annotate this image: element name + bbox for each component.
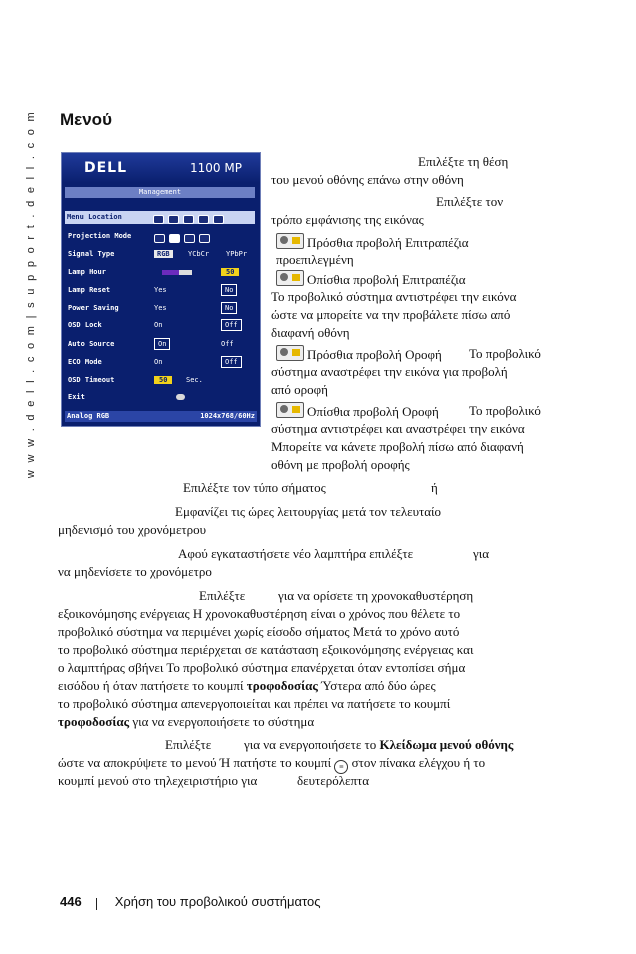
power-saving-desc-8: τροφοδοσίας για να ενεργοποιήσετε το σύστημα [58, 714, 315, 729]
front-desktop-icon [276, 233, 304, 249]
power-saving-desc-5: ο λαμπτήρας σβήνει Το προβολικό σύστημα επανέρχεται όταν εντοπίσει σήμα [58, 660, 466, 675]
osd-row-projection-mode: Projection Mode [66, 230, 256, 243]
power-saving-desc-1a: Επιλέξτε [199, 588, 246, 603]
chapter-title: Χρήση του προβολικού συστήματος [114, 894, 321, 909]
page-footer [60, 894, 320, 910]
power-saving-desc-7: το προβολικό σύστημα απενεργοποιείται και πρέπει να πατήσετε το κουμπί [58, 696, 451, 711]
rear-ceiling-icon [276, 402, 304, 418]
page-number: 446 [60, 894, 82, 909]
signal-type-or: ή [431, 480, 438, 495]
osd-lock-desc-3b: δευτερόλεπτα [297, 773, 370, 788]
lamp-hour-desc-1: Εμφανίζει τις ώρες λειτουργίας μετά τον τελευταίο [175, 504, 442, 519]
front-ceiling-desc-1: σύστημα αναστρέφει την εικόνα για προβολή [271, 364, 508, 379]
osd-lock-desc-2: ώστε να αποκρύψετε το μενού Ή πατήστε το κουμπί ≡ στον πίνακα ελέγχου ή το [58, 754, 485, 774]
front-ceiling-desc-0: Το προβολικό [469, 346, 541, 361]
osd-section-title: Management [65, 187, 255, 198]
page-heading: Μενού [60, 110, 112, 129]
front-desktop-line: Πρόσθια προβολή Επιτραπέζια [276, 233, 469, 252]
front-desktop-default: προεπιλεγμένη [276, 252, 354, 267]
osd-lock-desc-1a: Επιλέξτε [165, 737, 212, 752]
osd-row-osd-lock: OSD Lock On Off [66, 319, 256, 332]
lamp-hour-desc-2: μηδενισμό του χρονόμετρου [58, 522, 207, 537]
menu-location-desc-1: Επιλέξτε τη θέση [418, 154, 509, 169]
power-saving-desc-4: το προβολικό σύστημα περιέρχεται σε κατάσταση εξοικονόμησης ενέργειας και [58, 642, 474, 657]
menu-location-desc-2: του μενού οθόνης επάνω στην οθόνη [271, 172, 464, 187]
osd-row-signal-type: Signal Type RGB YCbCr YPbPr [68, 250, 248, 258]
dell-logo: DELL [84, 160, 128, 176]
footer-divider [96, 898, 97, 910]
menu-location-icons [153, 213, 228, 226]
rear-desktop-icon [276, 270, 304, 286]
signal-type-desc: Επιλέξτε τον τύπο σήματος [183, 480, 326, 495]
front-ceiling-icon [276, 345, 304, 361]
osd-row-lamp-hour: Lamp Hour 50 [66, 266, 256, 279]
lamp-reset-desc-1b: για [473, 546, 490, 561]
rear-ceiling-desc-3: οθόνη με προβολή οροφής [271, 457, 410, 472]
rear-ceiling-desc-0: Το προβολικό [469, 403, 541, 418]
osd-row-power-saving: Power Saving Yes No [66, 302, 256, 315]
lamp-hour-slider [162, 270, 192, 275]
projection-mode-desc-2: τρόπο εμφάνισης της εικόνας [271, 212, 424, 227]
osd-header [62, 153, 260, 183]
osd-lock-desc-1b: για να ενεργοποιήσετε το Κλείδωμα μενού οθόνης [244, 737, 514, 752]
lamp-reset-desc-2: να μηδενίσετε το χρονόμετρο [58, 564, 212, 579]
power-saving-desc-3: προβολικό σύστημα να περιμένει χωρίς είσοδο σήματος Μετά το χρόνο αυτό [58, 624, 460, 639]
rear-ceiling-desc-1: σύστημα αντιστρέφει και αναστρέφει την εικόνα [271, 421, 525, 436]
front-ceiling-line: Πρόσθια προβολή Οροφή [276, 345, 442, 364]
osd-menu-screenshot [61, 152, 261, 427]
front-ceiling-desc-2: από οροφή [271, 382, 328, 397]
power-saving-desc-2: εξοικονόμησης ενέργειας Η χρονοκαθυστέρηση είναι ο χρόνος που θέλετε το [58, 606, 461, 621]
side-url: w w w . d e l l . c o m | s u p p o r t . d e l l . c o m [25, 110, 37, 479]
exit-icon [176, 394, 185, 400]
osd-row-eco-mode: ECO Mode On Off [66, 356, 256, 369]
rear-ceiling-desc-2: Μπορείτε να κάνετε προβολή πίσω από διαφανή [271, 439, 524, 454]
power-saving-desc-6: εισόδου ή όταν πατήσετε το κουμπί τροφοδοσίας Ύστερα από δύο ώρες [58, 678, 436, 693]
rear-desktop-line: Οπίσθια προβολή Επιτραπέζια [276, 270, 466, 289]
rear-desktop-desc-1: Το προβολικό σύστημα αντιστρέφει την εικόνα [271, 289, 517, 304]
osd-row-exit: Exit [66, 391, 256, 404]
osd-footer: Analog RGB 1024x768/60Hz [67, 412, 255, 420]
power-saving-desc-1b: για να ορίσετε τη χρονοκαθυστέρηση [278, 588, 474, 603]
projection-mode-desc-1: Επιλέξτε τον [436, 194, 504, 209]
menu-button-icon: ≡ [334, 760, 348, 774]
osd-row-menu-location: Menu Location [65, 211, 255, 224]
rear-desktop-desc-3: διαφανή οθόνη [271, 325, 350, 340]
osd-lock-desc-3a: κουμπί μενού στο τηλεχειριστήριο για [58, 773, 258, 788]
projection-mode-icons [154, 232, 214, 245]
rear-ceiling-line: Οπίσθια προβολή Οροφή [276, 402, 439, 421]
lamp-reset-desc-1: Αφού εγκαταστήσετε νέο λαμπτήρα επιλέξτε [178, 546, 414, 561]
osd-row-osd-timeout: OSD Timeout 50 Sec. [68, 376, 203, 384]
osd-row-lamp-reset: Lamp Reset Yes No [66, 284, 256, 297]
osd-row-auto-source: Auto Source On Off [68, 340, 234, 348]
rear-desktop-desc-2: ώστε να μπορείτε να την προβάλετε πίσω από [271, 307, 511, 322]
osd-model: 1100 MP [190, 161, 242, 175]
